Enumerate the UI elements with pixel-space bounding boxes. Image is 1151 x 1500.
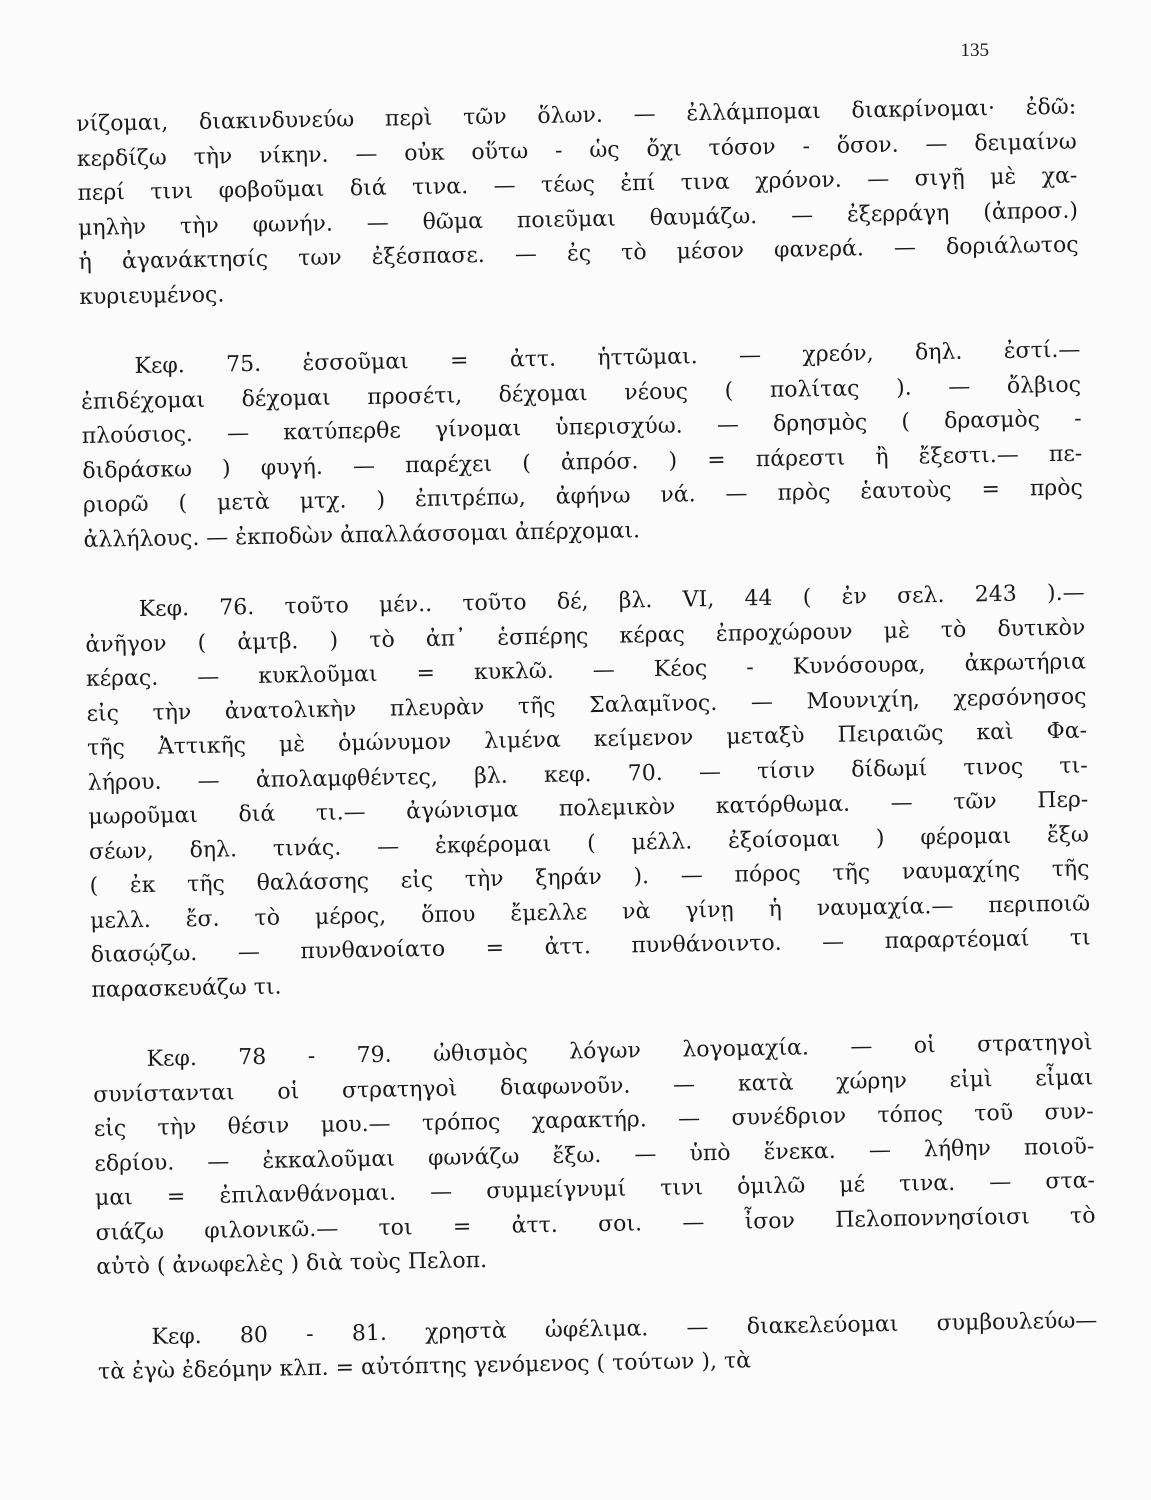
paragraph	[97, 1304, 1098, 1390]
text-line: ( ἐκ τῆς θαλάσσης εἰς τὴν ξηράν ). — πόρος τῆς ναυμαχίης τῆς	[89, 856, 1090, 899]
paragraph	[80, 334, 1083, 558]
text-line: κυριευμένος.	[79, 281, 225, 310]
text-line: αὐτὸ ( ἀνωφελὲς ) διὰ τοὺς Πελοπ.	[96, 1248, 488, 1280]
text-line: κερδίζω τὴν νίκην. — οὐκ οὕτω - ὡς ὄχι τόσον - ὅσον. — δειμαίνω	[76, 129, 1077, 172]
text-line: πλούσιος. — κατύπερθε γίνομαι ὑπερισχύω. — δρησμὸς ( δρασμὸς -	[81, 406, 1082, 449]
text-line: εἰς τὴν θέσιν μου.— τρόπος χαρακτήρ. — συνέδριον τόπος τοῦ συν-	[93, 1099, 1094, 1142]
text-line: νίζομαι, διακινδυνεύω περὶ τῶν ὅλων. — ἐλλάμπομαι διακρίνομαι· ἐδῶ:	[76, 94, 1077, 137]
text-line: Κεφ. 76. τοῦτο μέν.. τοῦτο δέ, βλ. VI, 44 ( ἐν σελ. 243 ).—	[138, 580, 1085, 622]
paragraph	[76, 91, 1079, 315]
text-line: διασῴζω. — πυνθανοίατο = ἀττ. πυνθάνοιντο. — παραρτέομαί τι	[90, 925, 1091, 968]
text-line: Κεφ. 78 - 79. ὠθισμὸς λόγων λογομαχία. — οἱ στρατηγοὶ	[146, 1030, 1093, 1072]
text-line: μωροῦμαι διά τι.— ἀγώνισμα πολεμικὸν κατόρθωμα. — τῶν Περ-	[88, 787, 1089, 830]
text-line: κέρας. — κυκλοῦμαι = κυκλῶ. — Κέος - Κυνόσουρα, ἀκρωτήρια	[85, 649, 1087, 692]
text-line: παρασκευάζω τι.	[91, 974, 282, 1003]
text-line: συνίστανται οἱ στρατηγοὶ διαφωνοῦν. — κατὰ χώρην εἰμὶ εἶμαι	[93, 1064, 1094, 1108]
text-line: σέων, δηλ. τινάς. — ἐκφέρομαι ( μέλλ. ἐξοίσομαι ) φέρομαι ἔξω	[88, 821, 1090, 865]
text-line: τῆς Ἀττικῆς μὲ ὁμώνυμον λιμένα κείμενον μεταξὺ Πειραιῶς καὶ Φα-	[86, 718, 1088, 761]
text-line: ριορῶ ( μετὰ μτχ. ) ἐπιτρέπω, ἀφήνω νά. — πρὸς ἑαυτοὺς = πρὸς	[82, 475, 1084, 518]
paragraph	[84, 576, 1091, 1007]
text-line: μηλὴν τὴν φωνήν. — θῶμα ποιεῦμαι θαυμάζω. — ἐξερράγη (ἀπροσ.)	[77, 198, 1079, 241]
paragraph	[92, 1026, 1096, 1285]
text-line: εἰς τὴν ἀνατολικὴν πλευρὰν τῆς Σαλαμῖνος. — Μουνιχίη, χερσόνησος	[86, 683, 1087, 727]
text-line: Κεφ. 75. ἑσσοῦμαι = ἀττ. ἡττῶμαι. — χρεόν, δηλ. ἐστί.—	[134, 337, 1081, 380]
text-line: λήρου. — ἀπολαμφθέντες, βλ. κεφ. 70. — τίσιν δίδωμί τινος τι-	[87, 752, 1088, 796]
text-line: ἡ ἀγανάκτησίς των ἐξέσπασε. — ἐς τὸ μέσον φανερά. — δοριάλωτος	[78, 232, 1079, 275]
text-line: μαι = ἐπιλανθάνομαι. — συμμείγνυμί τινι ὁμιλῶ μέ τινα. — στα-	[94, 1168, 1096, 1211]
text-line: μελλ. ἔσ. τὸ μέρος, ὅπου ἔμελλε νὰ γίνῃ ἡ ναυμαχία.— περιποιῶ	[89, 890, 1091, 934]
text-line: σιάζω φιλονικῶ.— τοι = ἀττ. σοι. — ἶσον Πελοποννησίοισι τὸ	[95, 1202, 1096, 1246]
page-body-text	[76, 91, 1099, 1427]
text-line: περί τινι φοβοῦμαι διά τινα. — τέως ἐπί τινα χρόνον. — σιγῇ μὲ χα-	[77, 163, 1078, 206]
page-number: 135	[960, 40, 989, 61]
text-line: ἀνῆγον ( ἀμτβ. ) τὸ ἀπ᾿ ἑσπέρης κέρας ἐπροχώρουν μὲ τὸ δυτικὸν	[85, 614, 1086, 658]
text-line: ἀλλήλους. — ἐκποδὼν ἀπαλλάσσομαι ἀπέρχομαι.	[83, 517, 641, 553]
text-line: εδρίου. — ἐκκαλοῦμαι φωνάζω ἔξω. — ὑπὸ ἕνεκα. — λήθην ποιοῦ-	[94, 1133, 1095, 1177]
text-line: ἐπιδέχομαι δέχομαι προσέτι, δέχομαι νέους ( πολίτας ). — ὄλβιος	[80, 372, 1082, 415]
text-line: τὰ ἐγὼ ἐδεόμην κλπ. = αὐτόπτης γενόμενος ( τούτων ), τὰ	[97, 1348, 752, 1385]
text-line: διδράσκω ) φυγή. — παρέχει ( ἀπρόσ. ) = πάρεστι ἢ ἔξεστι.— πε-	[82, 440, 1083, 484]
text-line: Κεφ. 80 - 81. χρηστὰ ὠφέλιμα. — διακελεύομαι συμβουλεύω—	[151, 1307, 1098, 1350]
